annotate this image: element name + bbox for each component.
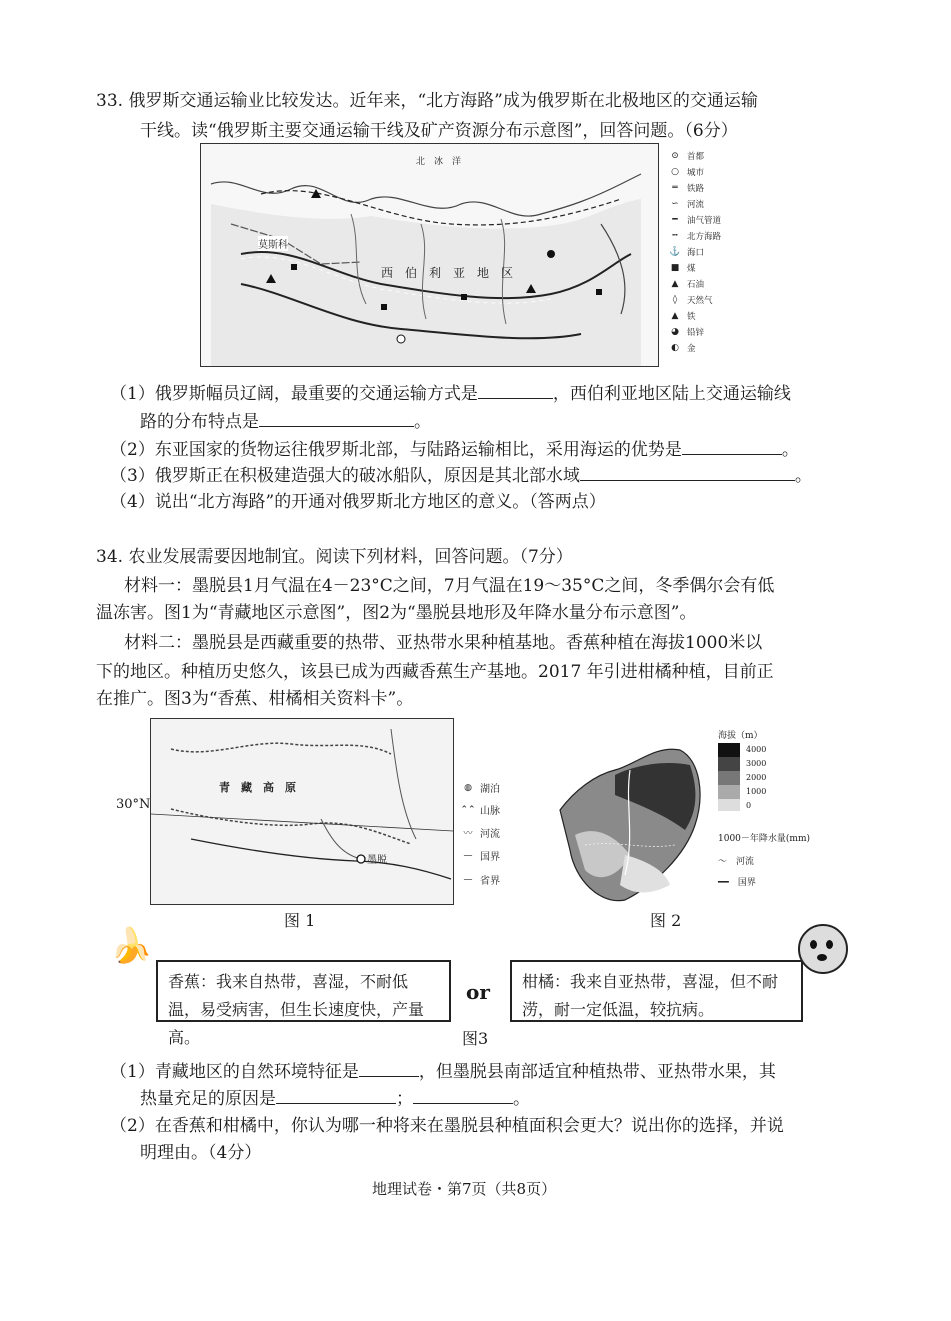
q34-material1-line1: 材料一：墨脱县1月气温在4－23°C之间，7月气温在19～35°C之间，冬季偶尔会有低 — [124, 576, 775, 596]
gold-icon: ◐ — [671, 343, 679, 353]
fig1-legend-river: 〰 河流 — [460, 825, 500, 840]
q33-stem-text: 俄罗斯交通运输业比较发达。近年来，“北方海路”成为俄罗斯在北极地区的交通运输 — [128, 91, 758, 111]
natural-gas-icon: ◊ — [672, 295, 678, 305]
fig2-elevation-title: 海拔（m） — [718, 731, 763, 741]
fig3-or-text: or — [466, 980, 490, 1004]
iron-icon: ▲ — [671, 311, 679, 321]
oil-gas-pipeline-icon: ━ — [672, 215, 678, 225]
q34-sub1-blank3[interactable] — [413, 1085, 513, 1104]
q34-sub1-blank2[interactable] — [276, 1085, 396, 1104]
fig1-legend-mountain: ⌃⌃ 山脉 — [460, 804, 500, 817]
banana-info-card — [156, 960, 451, 1047]
legend-river: ∽ 河流 — [667, 198, 704, 210]
q34-sub2-line2: 明理由。（4分） — [140, 1143, 262, 1163]
q34-sub1-line2: 热量充足的原因是 ； 。 — [140, 1085, 530, 1112]
fig1-qinghai-tibet-map — [150, 718, 454, 905]
q33-stem-line1 — [96, 88, 758, 114]
legend-pipeline: ━ 油气管道 — [667, 214, 721, 226]
q33-sub2: （2）东亚国家的货物运往俄罗斯北部，与陆路运输相比，采用海运的优势是 。 — [110, 436, 799, 463]
ocean-label: 北 冰 洋 — [416, 157, 462, 167]
fig1-map-graphic — [151, 719, 453, 904]
fig1-plateau-label: 青 藏 高 原 — [219, 781, 296, 794]
moscow-label: 莫斯科 — [258, 236, 288, 251]
fig1-caption: 图 1 — [284, 911, 316, 930]
russia-map-legend — [667, 150, 747, 365]
q34-material2-line3: 在推广。图3为“香蕉、柑橘相关资料卡”。 — [96, 689, 414, 709]
northern-sea-route-icon: ┅ — [672, 231, 678, 241]
fig2-river-legend: 〜 河流 — [718, 857, 755, 867]
q34-material1-line2: 温冻害。图1为“青藏地区示意图”，图2为“墨脱县地形及年降水量分布示意图”。 — [96, 603, 697, 623]
legend-lead-zinc: ◕ 铅锌 — [667, 326, 704, 338]
fig1-legend-national-border: — 国界 — [460, 848, 500, 863]
page-footer: 地理试卷・第7页（共8页） — [372, 1180, 557, 1198]
q33-sub1-blank2[interactable] — [259, 408, 414, 427]
q34-material2-line1: 材料二：墨脱县是西藏重要的热带、亚热带水果种植基地。香蕉种植在海拔1000米以 — [124, 633, 763, 653]
elevation-swatch-1000 — [718, 785, 740, 799]
q33-sub1-line2: 路的分布特点是 。 — [140, 408, 431, 435]
legend-gas: ◊ 天然气 — [667, 294, 713, 306]
legend-city: ○ 城市 — [667, 166, 704, 178]
orange-info-text: 柑橘：我来自亚热带，喜湿，但不耐涝，耐一定低温，较抗病。 — [522, 972, 779, 1019]
elevation-swatch-3000 — [718, 757, 740, 771]
q34-sub1-blank1[interactable] — [359, 1058, 419, 1077]
elevation-swatch-2000 — [718, 771, 740, 785]
orange-cartoon-icon — [798, 924, 848, 974]
orange-info-card — [510, 960, 803, 1022]
q34-number: 34. — [96, 547, 124, 567]
q33-sub3: （3）俄罗斯正在积极建造强大的破冰船队，原因是其北部水域 。 — [110, 462, 812, 489]
fig2-precipitation-legend: 1000－年降水量(mm) — [718, 834, 810, 844]
legend-sea-route: ┅ 北方海路 — [667, 230, 721, 242]
river-icon: 〰 — [463, 829, 473, 839]
q33-sub1-line1: （1）俄罗斯幅员辽阔，最重要的交通运输方式是 ，西伯利亚地区陆上交通运输线 — [110, 380, 791, 407]
legend-iron: ▲ 铁 — [667, 310, 696, 322]
river-icon: ∽ — [671, 199, 679, 209]
legend-railway: ═ 铁路 — [667, 182, 704, 194]
fig2-medog-terrain-map — [555, 735, 710, 910]
river-icon: 〜 — [718, 857, 737, 867]
russia-map-graphic — [201, 144, 658, 366]
lake-icon: ◍ — [464, 782, 472, 793]
lead-zinc-icon: ◕ — [671, 327, 679, 337]
fig1-legend-lake: ◍ 湖泊 — [460, 780, 500, 795]
fig2-elevation-scale: 4000 3000 2000 1000 0 — [718, 743, 778, 813]
national-border-icon: ━━ — [718, 878, 738, 888]
q33-sub1-blank1[interactable] — [478, 380, 553, 399]
oil-icon: ▲ — [671, 279, 679, 289]
port-icon: ⚓ — [669, 247, 681, 257]
provincial-border-icon: — — [463, 874, 473, 885]
legend-capital: ⊙ 首都 — [667, 150, 704, 162]
mountain-icon: ⌃⌃ — [460, 804, 476, 815]
fig1-medog-label: 墨脱 — [367, 855, 387, 866]
fig1-legend-provincial-border: — 省界 — [460, 872, 500, 887]
capital-icon: ⊙ — [671, 151, 679, 161]
q34-stem: 34. 农业发展需要因地制宜。阅读下列材料，回答问题。（7分） — [96, 547, 573, 567]
coal-icon: ■ — [670, 263, 680, 273]
elevation-swatch-4000 — [718, 743, 740, 757]
city-icon: ○ — [671, 167, 679, 177]
q34-sub2-line1: （2）在香蕉和柑橘中，你认为哪一种将来在墨脱县种植面积会更大？说出你的选择，并说 — [110, 1116, 784, 1136]
banana-cartoon-icon: 🍌 — [110, 926, 153, 966]
elevation-swatch-0 — [718, 799, 740, 811]
fig2-border-legend: ━━ 国界 — [718, 878, 756, 888]
fig1-latitude-label: 30°N — [116, 797, 151, 812]
russia-transport-map — [200, 143, 659, 367]
banana-info-text: 香蕉：我来自热带，喜湿，不耐低温，易受病害，但生长速度快，产量高。 — [168, 972, 425, 1047]
q33-sub4: （4）说出“北方海路”的开通对俄罗斯北方地区的意义。（答两点） — [110, 492, 606, 512]
railway-icon: ═ — [672, 183, 678, 193]
fig2-caption: 图 2 — [650, 911, 682, 930]
q34-sub1-line1: （1）青藏地区的自然环境特征是 ，但墨脱县南部适宜种植热带、亚热带水果，其 — [110, 1058, 776, 1085]
q33-sub3-blank[interactable] — [580, 462, 795, 481]
siberia-region-label: 西 伯 利 亚 地 区 — [381, 266, 514, 280]
legend-gold: ◐ 金 — [667, 342, 696, 354]
legend-oil: ▲ 石油 — [667, 278, 704, 290]
q34-material2-line2: 下的地区。种植历史悠久，该县已成为西藏香蕉生产基地。2017 年引进柑橘种植，目前正 — [96, 662, 774, 682]
fig3-caption: 图3 — [462, 1029, 489, 1048]
fig2-legend — [718, 728, 810, 888]
legend-coal: ■ 煤 — [667, 262, 696, 274]
q33-stem-line2: 干线。读“俄罗斯主要交通运输干线及矿产资源分布示意图”，回答问题。（6分） — [140, 121, 738, 141]
q33-number: 33. — [96, 91, 124, 111]
fig2-map-graphic — [555, 735, 710, 910]
legend-port: ⚓ 海口 — [667, 246, 704, 258]
q33-sub2-blank[interactable] — [682, 436, 782, 455]
national-border-icon: — — [463, 850, 473, 861]
